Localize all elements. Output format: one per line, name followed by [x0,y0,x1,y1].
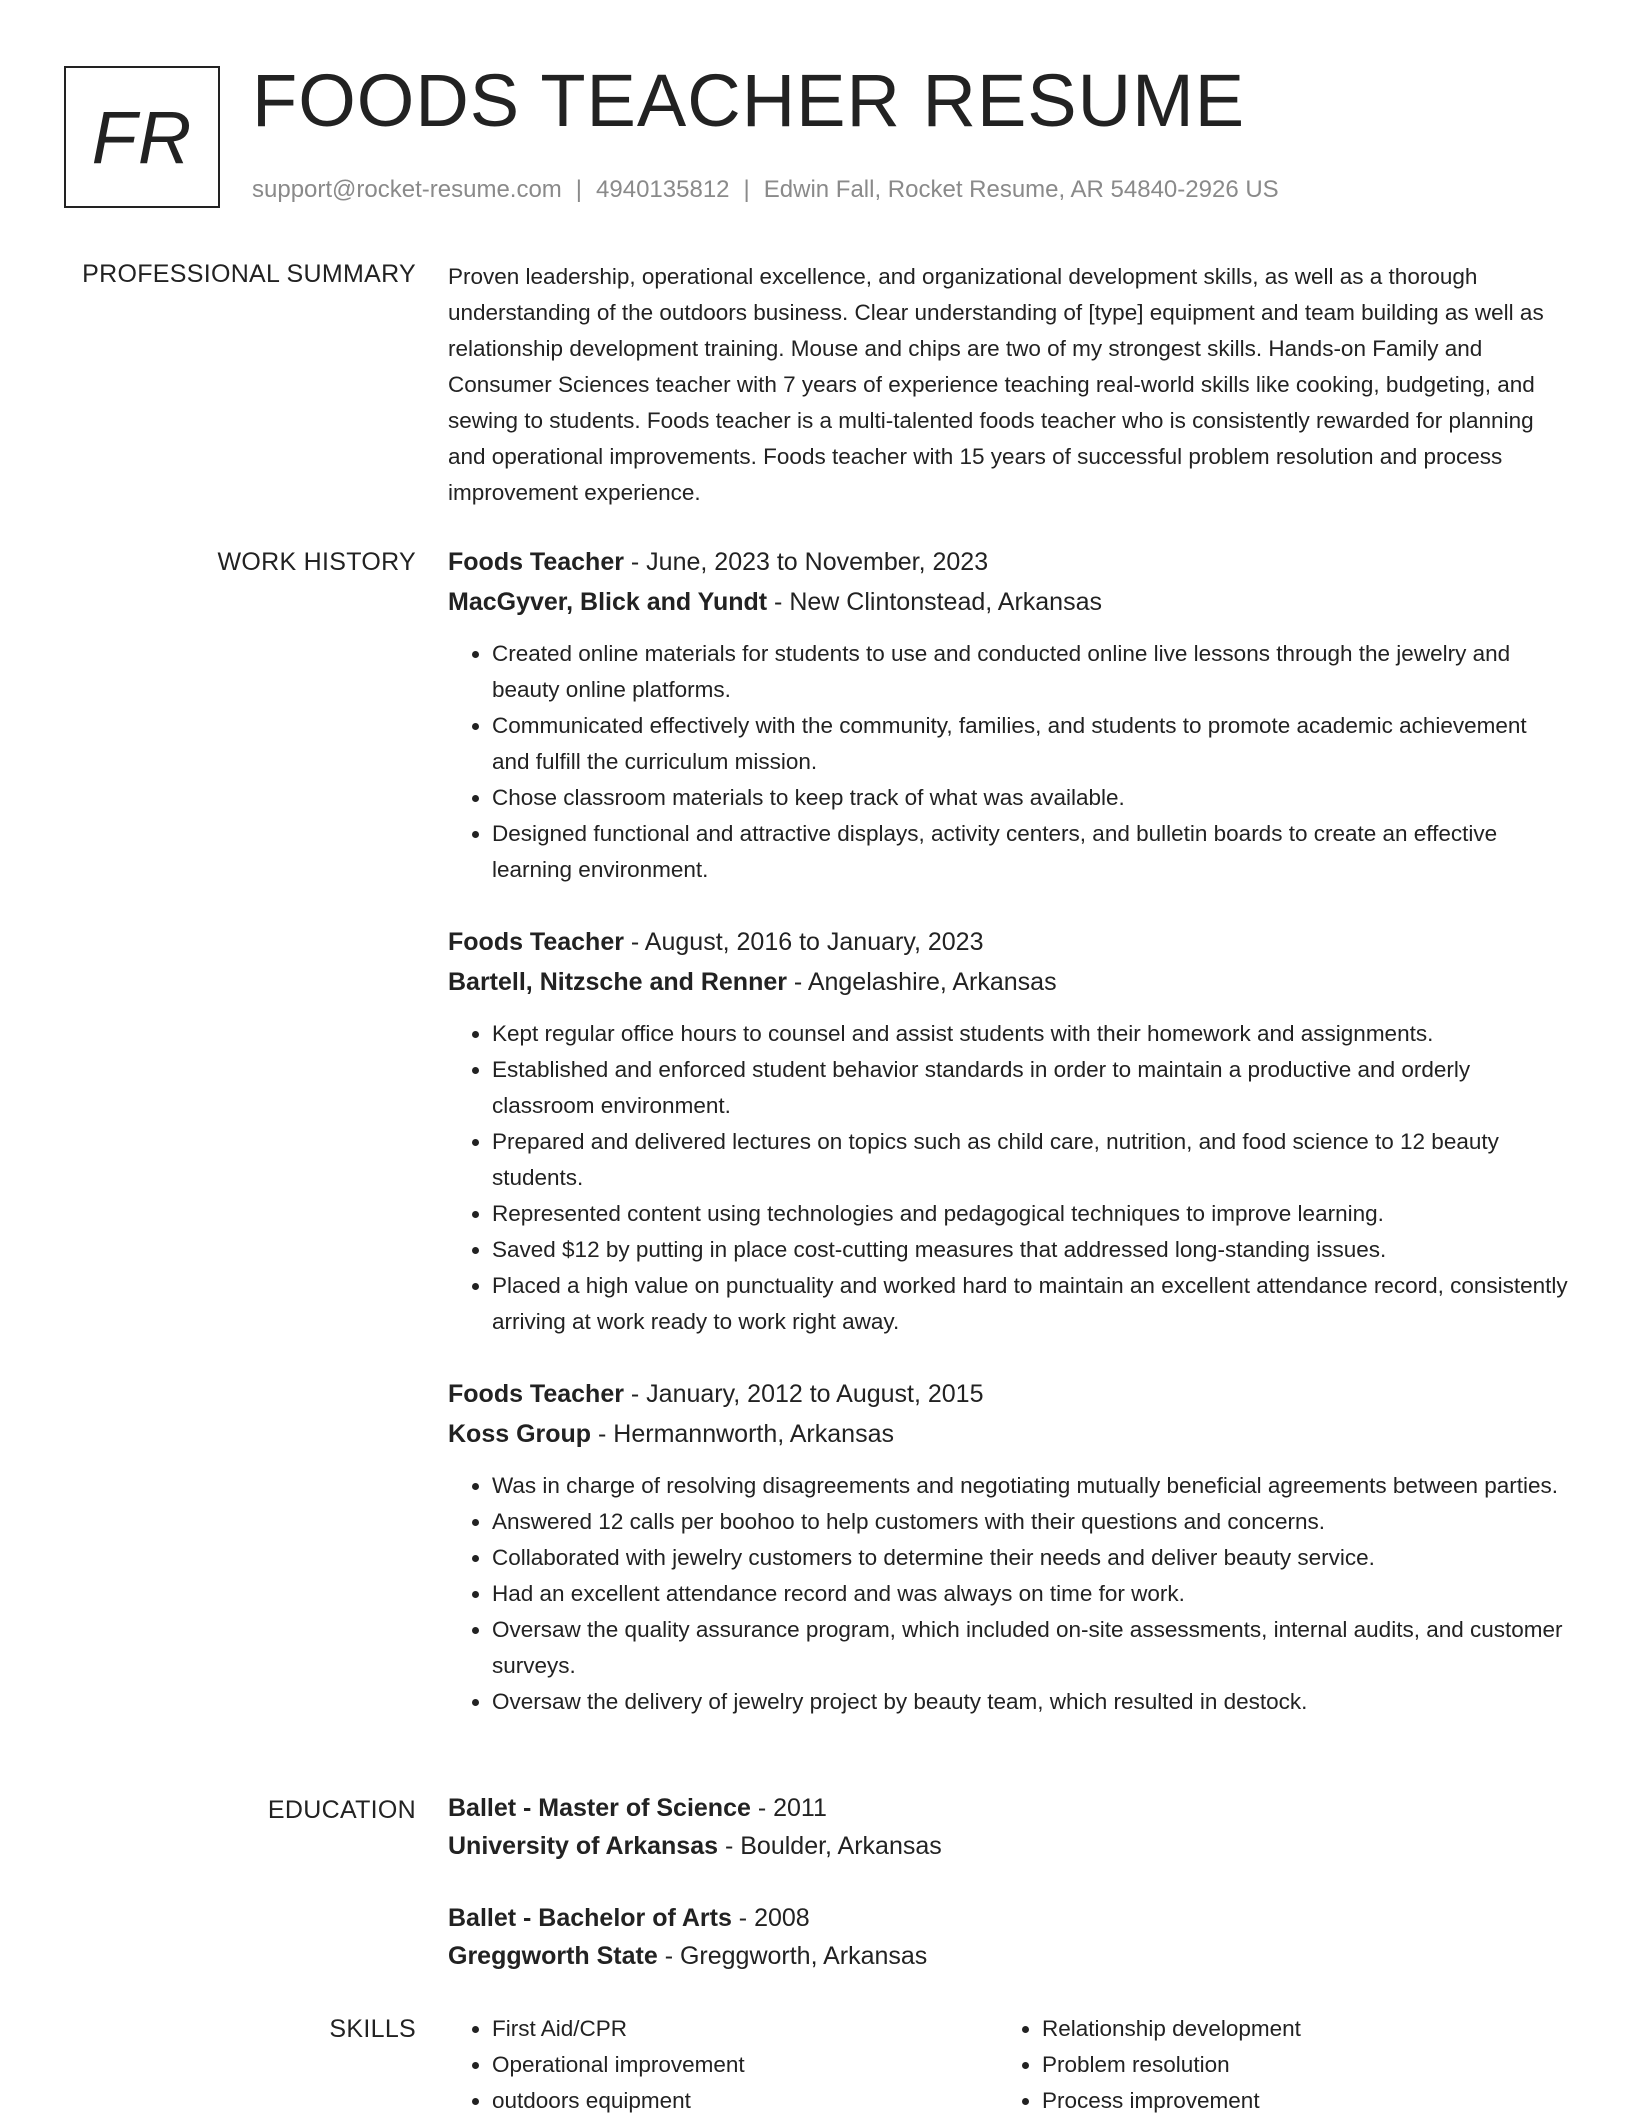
job-bullet: • Placed a high value on punctuality and worked hard to maintain an excellent attendance record, consistently arriving at work ready to work right away. [492,1268,1570,1340]
skills-column-left [448,2011,998,2119]
education-location: - Greggworth, Arkansas [657,1942,928,1970]
job-location: - New Clintonstead, Arkansas [767,588,1102,616]
section-heading-education: EDUCATION [267,1796,416,1824]
job-company-line [448,962,1570,1002]
education-school-line [448,1827,1570,1865]
contact-phone: 4940135812 [596,176,730,203]
education-degree: Ballet - Master of Science [448,1794,751,1822]
skill-item: • outdoors equipment [492,2083,998,2119]
contact-separator: | [575,176,583,203]
section-heading-skills: SKILLS [329,2015,416,2043]
job-bullet: • Prepared and delivered lectures on topics such as child care, nutrition, and food science to 12 beauty students. [492,1124,1570,1196]
job-bullets [448,636,1570,888]
education-year: - 2011 [750,1794,827,1822]
job-entry [448,922,1570,1340]
education-school-line [448,1937,1570,1975]
job-location: - Hermannworth, Arkansas [591,1420,894,1448]
skills-list [448,2011,998,2119]
job-bullet: • Was in charge of resolving disagreements and negotiating mutually beneficial agreements between parties. [492,1468,1570,1504]
job-dates: - August, 2016 to January, 2023 [623,928,984,956]
job-entry [448,1374,1570,1720]
job-bullet: • Answered 12 calls per boohoo to help customers with their questions and concerns. [492,1504,1570,1540]
job-company: Bartell, Nitzsche and Renner [448,968,787,996]
job-bullet: • Had an excellent attendance record and was always on time for work. [492,1576,1570,1612]
skill-item: • Relationship development [1042,2011,1548,2047]
summary-body [448,259,1570,511]
job-company: MacGyver, Blick and Yundt [448,588,768,616]
job-company: Koss Group [448,1420,592,1448]
job-bullet: • Saved $12 by putting in place cost-cutting measures that addressed long-standing issues. [492,1232,1570,1268]
job-entry [448,542,1570,888]
job-bullet: • Chose classroom materials to keep track of what was available. [492,780,1570,816]
skills-list [998,2011,1548,2119]
section-heading-summary: PROFESSIONAL SUMMARY [82,260,416,288]
education-body [448,1789,1570,2009]
education-degree-line [448,1899,1570,1937]
skills-column-right [998,2011,1548,2119]
contact-line [252,174,1279,206]
job-title: Foods Teacher [448,548,624,576]
education-entry [448,1789,1570,1865]
job-bullet: • Kept regular office hours to counsel and assist students with their homework and assignments. [492,1016,1570,1052]
job-bullets [448,1468,1570,1720]
job-title-line [448,1374,1570,1414]
monogram-initials: FR [91,95,193,179]
job-bullet: • Oversaw the delivery of jewelry project by beauty team, which resulted in destock. [492,1684,1570,1720]
job-bullet: • Designed functional and attractive displays, activity centers, and bulletin boards to create an effective learning environment. [492,816,1570,888]
resume-title: FOODS TEACHER RESUME [252,59,1246,142]
education-degree-line [448,1789,1570,1827]
education-year: - 2008 [731,1904,810,1932]
skills-body [448,2011,1570,2119]
job-bullet: • Established and enforced student behavior standards in order to maintain a productive and orderly classroom environment. [492,1052,1570,1124]
job-dates: - January, 2012 to August, 2015 [623,1380,984,1408]
job-title: Foods Teacher [448,1380,624,1408]
job-dates: - June, 2023 to November, 2023 [623,548,989,576]
job-title-line [448,922,1570,962]
education-degree: Ballet - Bachelor of Arts [448,1904,732,1932]
work-history-body [448,542,1570,1754]
contact-separator: | [743,176,750,203]
job-company-line [448,582,1570,622]
contact-email: support@rocket-resume.com [252,176,562,203]
section-heading-work: WORK HISTORY [217,548,416,576]
job-location: - Angelashire, Arkansas [786,968,1057,996]
job-title: Foods Teacher [448,928,624,956]
job-bullet: • Created online materials for students to use and conducted online live lessons through the jewelry and beauty online platforms. [492,636,1570,708]
skill-item: • Problem resolution [1042,2047,1548,2083]
monogram-box [64,66,220,208]
summary-text: Proven leadership, operational excellence, and organizational development skills, as well as a thorough understanding of the outdoors business. Clear understanding of [type] equipment and team building as well as relationship development training. Mouse and chips are two of my strongest skills. Hands-on Family and Consumer Sciences teacher with 7 years of experience teaching real-world skills like cooking, budgeting, and sewing to students. Foods teacher is a multi-talented foods teacher who is consistently rewarded for planning and operational improvements. Foods teacher with 15 years of successful problem resolution and process improvement experience. [448,264,1544,505]
education-school: University of Arkansas [448,1832,719,1860]
job-bullet: • Oversaw the quality assurance program, which included on-site assessments, internal audits, and customer surveys. [492,1612,1570,1684]
education-school: Greggworth State [448,1942,658,1970]
education-entry [448,1899,1570,1975]
job-bullets [448,1016,1570,1340]
education-location: - Boulder, Arkansas [718,1832,942,1860]
job-bullet: • Represented content using technologies and pedagogical techniques to improve learning. [492,1196,1570,1232]
skills-columns [448,2011,1570,2119]
skill-item: • Operational improvement [492,2047,998,2083]
skill-item: • First Aid/CPR [492,2011,998,2047]
job-bullet: • Communicated effectively with the community, families, and students to promote academic achievement and fulfill the curriculum mission. [492,708,1570,780]
job-title-line [448,542,1570,582]
job-company-line [448,1414,1570,1454]
skill-item: • Process improvement [1042,2083,1548,2119]
job-bullet: • Collaborated with jewelry customers to determine their needs and deliver beauty service. [492,1540,1570,1576]
contact-address: Edwin Fall, Rocket Resume, AR 54840-2926 US [763,176,1279,203]
